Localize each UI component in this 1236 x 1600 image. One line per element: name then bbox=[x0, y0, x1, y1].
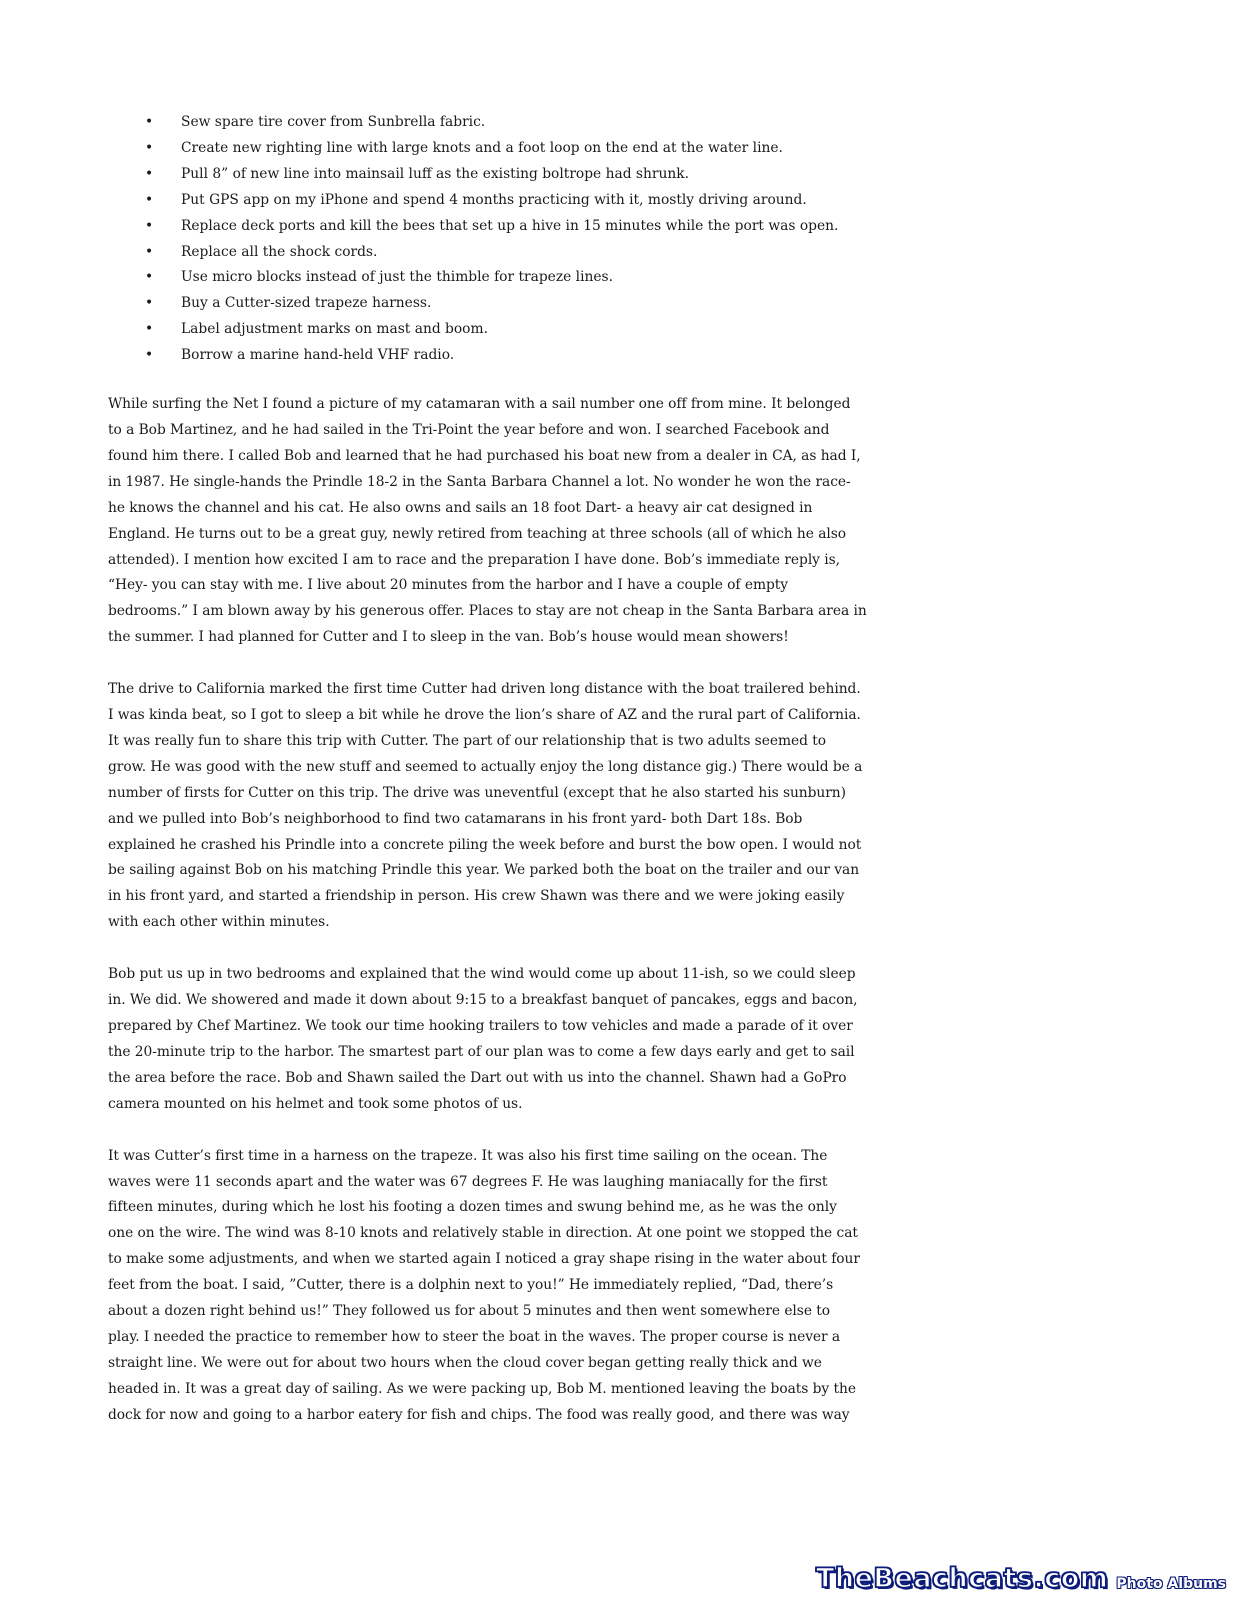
paragraph-drive-to-california bbox=[108, 677, 1128, 936]
text-line: in. We did. We showered and made it down about 9:15 to a breakfast banquet of pancakes, eggs and bacon, bbox=[108, 992, 858, 1009]
text-line: dock for now and going to a harbor eatery for fish and chips. The food was really good, and there was way bbox=[108, 1406, 850, 1423]
bullet-glyph: • bbox=[145, 165, 154, 182]
text-line: found him there. I called Bob and learned that he had purchased his boat new from a dealer in CA, as had I, bbox=[108, 447, 861, 464]
text-line: grow. He was good with the new stuff and seemed to actually enjoy the long distance gig.) There would be a bbox=[108, 758, 863, 775]
text-line: feet from the boat. I said, ”Cutter, there is a dolphin next to you!” He immediately replied, “Dad, there’s bbox=[108, 1277, 834, 1294]
bullet-glyph: • bbox=[145, 139, 154, 156]
bullet-glyph: • bbox=[145, 114, 154, 130]
bullet-list bbox=[108, 110, 1128, 369]
document-page bbox=[108, 110, 1128, 1455]
bullet-glyph: • bbox=[145, 269, 154, 286]
list-item-text: Buy a Cutter-sized trapeze harness. bbox=[181, 295, 432, 312]
bullet-glyph: • bbox=[145, 321, 154, 338]
list-item-text: Create new righting line with large knots and a foot loop on the end at the water line. bbox=[181, 139, 783, 156]
list-item-text: Label adjustment marks on mast and boom. bbox=[181, 321, 488, 338]
text-line: “Hey- you can stay with me. I live about 20 minutes from the harbor and I have a couple of empty bbox=[108, 577, 788, 594]
text-line: one on the wire. The wind was 8-10 knots and relatively stable in direction. At one point we stopped the cat bbox=[108, 1225, 858, 1242]
text-line: play. I needed the practice to remember how to steer the boat in the waves. The proper course is never a bbox=[108, 1328, 841, 1345]
text-line: While surfing the Net I found a picture of my catamaran with a sail number one off from mine. It belonged bbox=[108, 396, 851, 413]
text-line: headed in. It was a great day of sailing. As we were packing up, Bob M. mentioned leaving the boats by the bbox=[108, 1380, 856, 1397]
list-item bbox=[108, 110, 1128, 136]
list-item bbox=[108, 188, 1128, 214]
list-item-text: Replace all the shock cords. bbox=[181, 243, 378, 260]
text-line: explained he crashed his Prindle into a concrete piling the week before and burst the bow open. I would not bbox=[108, 836, 862, 853]
list-item-text: Borrow a marine hand-held VHF radio. bbox=[181, 347, 455, 364]
text-line: It was Cutter’s first time in a harness on the trapeze. It was also his first time sailing on the ocean. The bbox=[108, 1147, 828, 1164]
text-line: England. He turns out to be a great guy, newly retired from teaching at three schools (all of which he also bbox=[108, 525, 847, 542]
text-line: fifteen minutes, during which he lost his footing a dozen times and swung behind me, as he was the only bbox=[108, 1199, 837, 1216]
list-item-text: Replace deck ports and kill the bees that set up a hive in 15 minutes while the port was open. bbox=[181, 217, 839, 234]
paragraph-harbor-trip bbox=[108, 962, 1128, 1117]
bullet-glyph: • bbox=[145, 347, 154, 364]
watermark-site-name: TheBeachcats.com bbox=[815, 1563, 1109, 1594]
bullet-glyph: • bbox=[145, 191, 154, 208]
text-line: be sailing against Bob on his matching Prindle this year. We parked both the boat on the trailer and our van bbox=[108, 862, 860, 879]
text-line: the summer. I had planned for Cutter and I to sleep in the van. Bob’s house would mean showers! bbox=[108, 629, 789, 646]
text-line: attended). I mention how excited I am to race and the preparation I have done. Bob’s immediate reply is, bbox=[108, 551, 840, 568]
text-line: about a dozen right behind us!” They followed us for about 5 minutes and then went somewhere else to bbox=[108, 1303, 831, 1320]
list-item bbox=[108, 343, 1128, 369]
watermark-label: Photo Albums bbox=[1116, 1576, 1226, 1592]
text-line: with each other within minutes. bbox=[108, 914, 330, 931]
list-item bbox=[108, 291, 1128, 317]
text-line: straight line. We were out for about two hours when the cloud cover began getting really thick and we bbox=[108, 1354, 822, 1371]
list-item-text: Use micro blocks instead of just the thimble for trapeze lines. bbox=[181, 269, 613, 286]
text-line: waves were 11 seconds apart and the water was 67 degrees F. He was laughing maniacally for the first bbox=[108, 1173, 828, 1190]
text-line: in 1987. He single-hands the Prindle 18-2 in the Santa Barbara Channel a lot. No wonder he won the race- bbox=[108, 473, 851, 490]
bullet-glyph: • bbox=[145, 295, 154, 312]
text-line: to a Bob Martinez, and he had sailed in the Tri-Point the year before and won. I searched Facebook and bbox=[108, 421, 830, 438]
list-item bbox=[108, 136, 1128, 162]
text-line: bedrooms.” I am blown away by his generous offer. Places to stay are not cheap in the Santa Barbara area in bbox=[108, 603, 867, 620]
text-line: The drive to California marked the first time Cutter had driven long distance with the boat trailered behind. bbox=[108, 681, 861, 698]
text-line: to make some adjustments, and when we started again I noticed a gray shape rising in the water about four bbox=[108, 1251, 860, 1268]
bullet-glyph: • bbox=[145, 243, 154, 260]
list-item bbox=[108, 214, 1128, 240]
text-line: the 20-minute trip to the harbor. The smartest part of our plan was to come a few days early and get to sail bbox=[108, 1043, 855, 1060]
text-line: I was kinda beat, so I got to sleep a bit while he drove the lion’s share of AZ and the rural part of California. bbox=[108, 707, 861, 724]
text-line: prepared by Chef Martinez. We took our time hooking trailers to tow vehicles and made a parade of it over bbox=[108, 1018, 853, 1034]
paragraph-first-trapeze bbox=[108, 1144, 1128, 1429]
list-item bbox=[108, 265, 1128, 291]
list-item bbox=[108, 240, 1128, 266]
text-line: number of firsts for Cutter on this trip. The drive was uneventful (except that he also started his sunburn) bbox=[108, 784, 846, 801]
paragraph-bob-martinez bbox=[108, 392, 1128, 651]
text-line: he knows the channel and his cat. He also owns and sails an 18 foot Dart- a heavy air cat designed in bbox=[108, 499, 813, 516]
list-item bbox=[108, 162, 1128, 188]
bullet-glyph: • bbox=[145, 217, 154, 234]
site-watermark bbox=[816, 1560, 1226, 1596]
list-item-text: Sew spare tire cover from Sunbrella fabric. bbox=[181, 114, 486, 130]
text-line: camera mounted on his helmet and took some photos of us. bbox=[108, 1095, 523, 1112]
text-line: in his front yard, and started a friendship in person. His crew Shawn was there and we were joking easily bbox=[108, 888, 845, 905]
text-line: Bob put us up in two bedrooms and explained that the wind would come up about 11-ish, so we could sleep bbox=[108, 966, 856, 983]
text-line: It was really fun to share this trip with Cutter. The part of our relationship that is two adults seemed to bbox=[108, 732, 826, 749]
list-item-text: Put GPS app on my iPhone and spend 4 months practicing with it, mostly driving around. bbox=[181, 191, 807, 208]
text-line: the area before the race. Bob and Shawn sailed the Dart out with us into the channel. Shawn had a GoPro bbox=[108, 1069, 847, 1086]
list-item-text: Pull 8” of new line into mainsail luff as the existing boltrope had shrunk. bbox=[181, 165, 690, 182]
text-line: and we pulled into Bob’s neighborhood to find two catamarans in his front yard- both Dart 18s. Bob bbox=[108, 810, 803, 827]
list-item bbox=[108, 317, 1128, 343]
